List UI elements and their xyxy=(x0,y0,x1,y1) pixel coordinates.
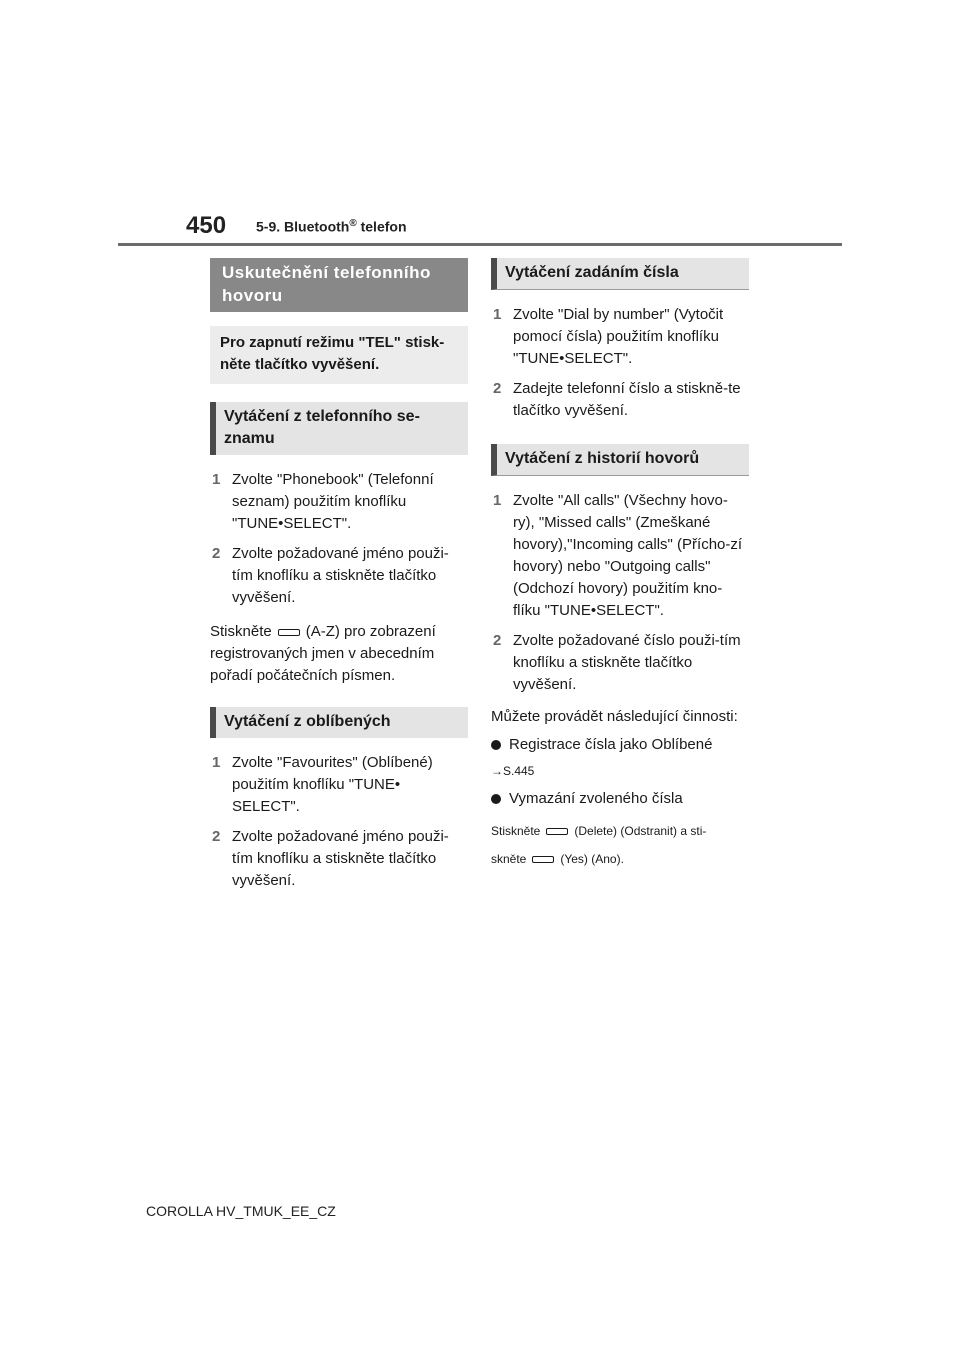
dial-number-heading: Vytáčení zadáním čísla xyxy=(491,258,749,290)
page-number: 450 xyxy=(186,212,227,239)
step-text: Zvolte požadované jméno použi-tím knoflíku a stiskněte tlačítko vyvěšení. xyxy=(232,828,449,889)
text: skněte xyxy=(491,852,527,866)
dial-step-2 xyxy=(491,378,749,422)
bullet-delete-number xyxy=(491,788,749,810)
bullet-register-favourite xyxy=(491,734,749,756)
history-heading: Vytáčení z historií hovorů xyxy=(491,444,749,476)
section-reference xyxy=(256,218,407,235)
bullet-text: Registrace čísla jako Oblíbené xyxy=(509,736,713,753)
section-title: 5-9. Bluetooth xyxy=(256,218,350,235)
favourites-step-1 xyxy=(210,752,468,818)
note-text-after: (A-Z) pro zobrazení registrovaných jmen v abecedním pořadí počátečních písmen. xyxy=(210,623,436,684)
history-step-2 xyxy=(491,630,749,696)
bullet-text: Vymazání zvoleného čísla xyxy=(509,790,683,807)
step-number: 2 xyxy=(493,632,502,649)
main-heading: Uskutečnění telefonního hovoru xyxy=(210,258,468,312)
step-number: 1 xyxy=(212,471,221,488)
step-text: Zvolte "Favourites" (Oblíbené) použitím knoflíku "TUNE• SELECT". xyxy=(232,754,433,815)
intro-note: Pro zapnutí režimu "TEL" stisk-něte tlačítko vyvěšení. xyxy=(210,326,468,384)
delete-instruction-line-1 xyxy=(491,822,749,840)
registered-mark: ® xyxy=(349,218,357,229)
step-number: 2 xyxy=(493,380,502,397)
text: (Yes) (Ano). xyxy=(560,852,624,866)
phonebook-step-1 xyxy=(210,469,468,535)
delete-instruction-line-2 xyxy=(491,850,749,868)
note-text-before: Stiskněte xyxy=(210,623,272,640)
phonebook-step-2 xyxy=(210,543,468,609)
text: (Delete) (Odstranit) a sti- xyxy=(574,824,707,838)
footer-model-code: COROLLA HV_TMUK_EE_CZ xyxy=(146,1203,336,1219)
bullet-icon xyxy=(491,794,501,804)
step-text: Zvolte "Dial by number" (Vytočit pomocí čísla) použitím knoflíku "TUNE•SELECT". xyxy=(513,306,724,367)
step-text: Zvolte "All calls" (Všechny hovo-ry), "Missed calls" (Zmeškané hovory),"Incoming calls" (Přícho-zí hovory) nebo "Outgoing calls" (Odchozí hovory) použitím kno-flíku "TUNE•SELECT". xyxy=(513,492,743,619)
history-step-1 xyxy=(491,490,749,622)
text: Stiskněte xyxy=(491,824,541,838)
step-number: 1 xyxy=(493,492,502,509)
operations-intro: Můžete provádět následující činnosti: xyxy=(491,708,738,725)
step-text: Zvolte požadované číslo použi-tím knoflíku a stiskněte tlačítko vyvěšení. xyxy=(513,632,741,693)
page-reference: →S.445 xyxy=(491,764,535,778)
step-number: 1 xyxy=(493,306,502,323)
header-rule xyxy=(118,243,842,246)
step-text: Zvolte požadované jméno použi-tím knoflíku a stiskněte tlačítko vyvěšení. xyxy=(232,545,449,606)
step-text: Zadejte telefonní číslo a stiskně-te tlačítko vyvěšení. xyxy=(513,380,741,419)
phonebook-heading: Vytáčení z telefonního se-znamu xyxy=(210,402,468,455)
button-icon xyxy=(278,629,300,636)
left-column xyxy=(210,258,468,900)
phonebook-note xyxy=(210,621,468,687)
bullet-icon xyxy=(491,740,501,750)
step-number: 1 xyxy=(212,754,221,771)
dial-step-1 xyxy=(491,304,749,370)
favourites-heading: Vytáčení z oblíbených xyxy=(210,707,468,738)
right-column xyxy=(491,258,749,876)
step-number: 2 xyxy=(212,545,221,562)
step-number: 2 xyxy=(212,828,221,845)
button-icon xyxy=(532,856,554,863)
section-title-suffix: telefon xyxy=(356,218,407,235)
step-text: Zvolte "Phonebook" (Telefonní seznam) použitím knoflíku "TUNE•SELECT". xyxy=(232,471,434,532)
button-icon xyxy=(546,828,568,835)
favourites-step-2 xyxy=(210,826,468,892)
